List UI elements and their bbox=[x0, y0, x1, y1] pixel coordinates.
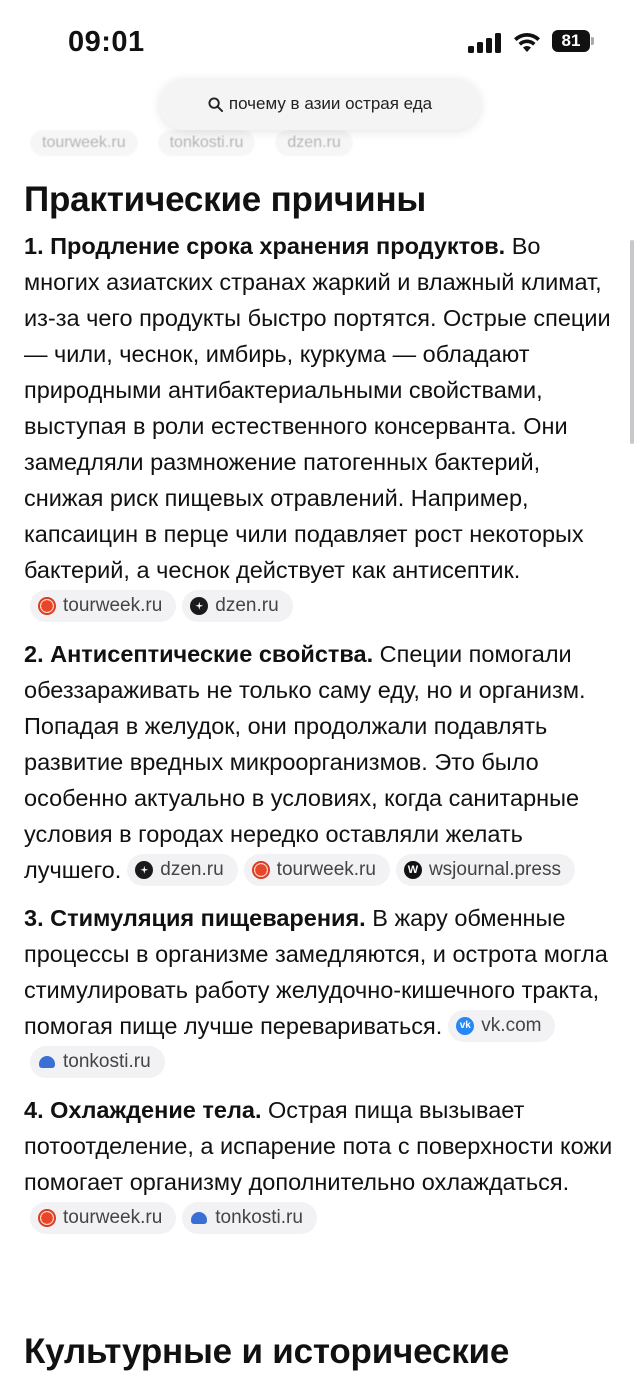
reason-heading: 4. Охлаждение тела. bbox=[24, 1097, 262, 1123]
reason-item bbox=[24, 636, 620, 888]
signal-icon bbox=[468, 33, 502, 53]
source-label: tourweek.ru bbox=[276, 858, 376, 880]
source-chip[interactable] bbox=[244, 854, 390, 886]
tonkosti-icon bbox=[38, 1053, 56, 1071]
reason-text: Острая пища вызывает потоотделение, а испарение пота с поверхности кожи помогает организму дополнительно охлаждаться. bbox=[24, 1097, 613, 1195]
tourweek-icon bbox=[38, 1209, 56, 1227]
faded-chip[interactable]: tourweek.ru bbox=[30, 130, 138, 156]
reason-heading: 2. Антисептические свойства. bbox=[24, 641, 374, 667]
source-label: wsjournal.press bbox=[428, 858, 561, 880]
reason-item bbox=[24, 228, 620, 624]
faded-chip[interactable]: tonkosti.ru bbox=[158, 130, 256, 156]
tourweek-icon bbox=[252, 861, 270, 879]
faded-source-row bbox=[24, 132, 353, 158]
search-icon bbox=[208, 97, 223, 112]
source-chip[interactable] bbox=[396, 854, 575, 886]
tourweek-icon bbox=[38, 597, 56, 615]
source-chip[interactable] bbox=[30, 590, 176, 622]
faded-chip[interactable]: dzen.ru bbox=[275, 130, 352, 156]
reason-text: В жару обменные процессы в организме замедляются, и острота могла стимулировать работу желудочно-кишечного тракта, помогая пище лучше перевариваться. bbox=[24, 905, 608, 1039]
status-time: 09:01 bbox=[68, 26, 145, 58]
scrollbar[interactable] bbox=[630, 240, 634, 444]
vk-icon: vk bbox=[456, 1017, 474, 1035]
source-chip[interactable] bbox=[182, 590, 292, 622]
source-label: tourweek.ru bbox=[63, 594, 163, 616]
reason-text: Специи помогали обеззараживать не только саму еду, но и организм. Попадая в желудок, они продолжали подавлять развитие вредных микроорганизмов. Это было особенно актуально в условиях, когда санитарные условия в городах нередко оставляли желать лучшего. bbox=[24, 641, 586, 883]
source-label: dzen.ru bbox=[160, 858, 224, 880]
next-section-title: Культурные и исторические bbox=[24, 1332, 510, 1371]
search-query-text: почему в азии острая еда bbox=[228, 94, 433, 113]
reason-heading: 1. Продление срока хранения продуктов. bbox=[24, 233, 506, 259]
status-bar bbox=[0, 0, 640, 84]
source-label: tourweek.ru bbox=[63, 1206, 163, 1228]
source-chip[interactable] bbox=[30, 1202, 176, 1234]
source-chip[interactable] bbox=[30, 1046, 165, 1078]
source-label: tonkosti.ru bbox=[215, 1206, 303, 1228]
tonkosti-icon bbox=[190, 1209, 208, 1227]
wsjournal-icon: W bbox=[404, 861, 422, 879]
wifi-icon bbox=[512, 30, 542, 54]
source-chip[interactable] bbox=[448, 1010, 555, 1042]
source-chip[interactable] bbox=[182, 1202, 317, 1234]
battery-level: 81 bbox=[552, 30, 590, 52]
answer-content bbox=[24, 176, 620, 1248]
reason-heading: 3. Стимуляция пищеварения. bbox=[24, 905, 366, 931]
dzen-icon bbox=[135, 861, 153, 879]
section-title: Практические причины bbox=[24, 180, 427, 219]
reason-item bbox=[24, 900, 620, 1080]
source-chip[interactable] bbox=[127, 854, 237, 886]
reason-item bbox=[24, 1092, 620, 1236]
source-label: tonkosti.ru bbox=[63, 1050, 151, 1072]
battery-icon bbox=[552, 30, 594, 52]
dzen-icon bbox=[190, 597, 208, 615]
reason-text: Во многих азиатских странах жаркий и влажный климат, из-за чего продукты быстро портятся. Острые специи — чили, чеснок, имбирь, куркума — обладают природными антибактериальными свойствами, выступая в роли естественного консерванта. Они замедляли размножение патогенных бактерий, снижая риск пищевых отравлений. Например, капсаицин в перце чили подавляет рост некоторых бактерий, а чеснок действует как антисептик. bbox=[24, 233, 611, 583]
source-label: dzen.ru bbox=[215, 594, 279, 616]
search-query-pill[interactable] bbox=[159, 78, 481, 130]
source-label: vk.com bbox=[481, 1014, 542, 1036]
reasons-list bbox=[24, 228, 620, 1236]
